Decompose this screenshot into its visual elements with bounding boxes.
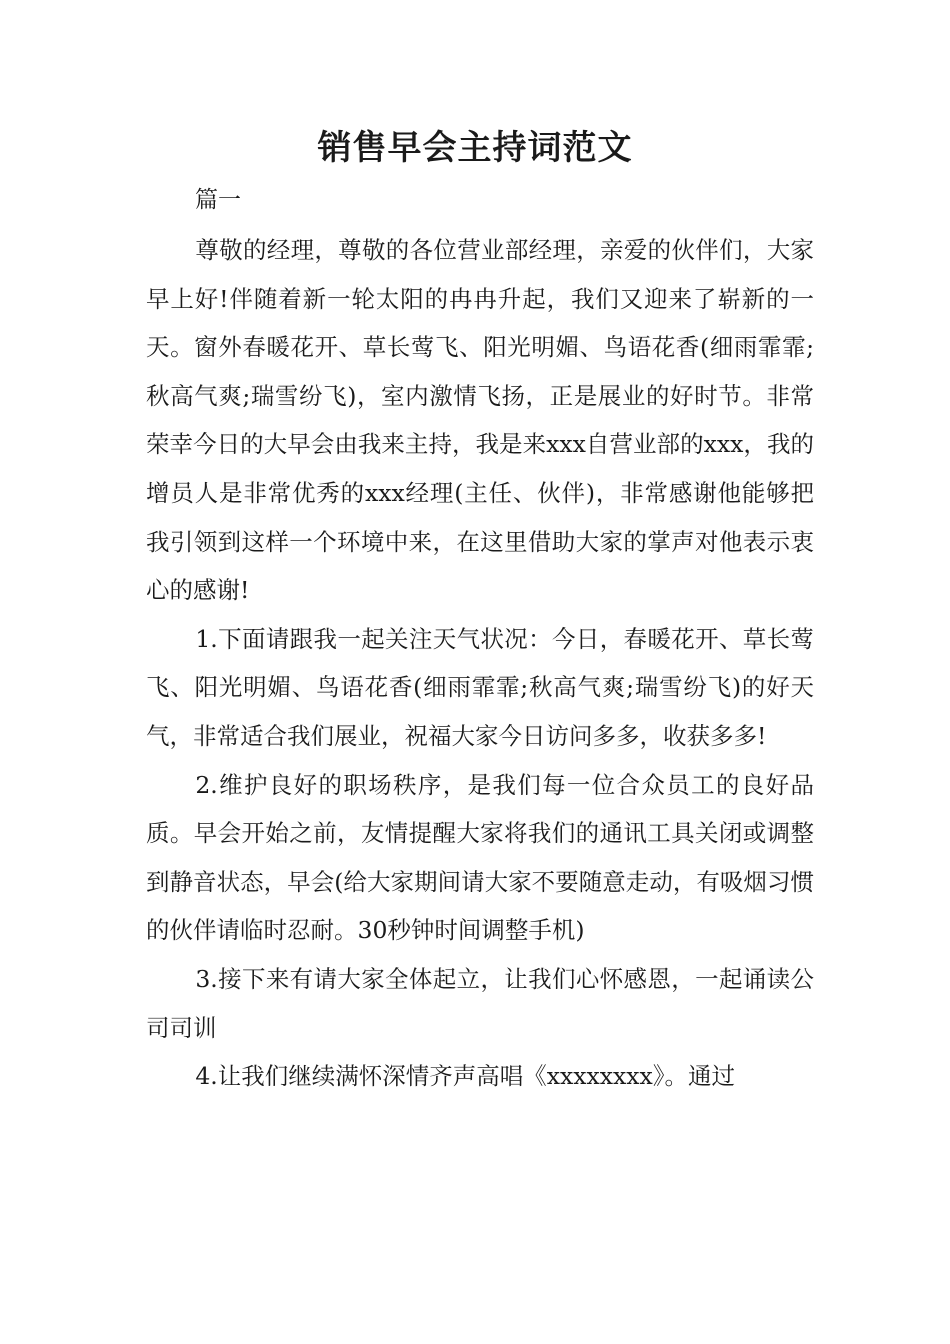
paragraph-item-4: 4.让我们继续满怀深情齐声高唱《xxxxxxxx》。通过 bbox=[195, 1062, 736, 1091]
document-title: 销售早会主持词范文 bbox=[317, 128, 633, 168]
document-body bbox=[146, 226, 814, 1101]
section-heading: 篇一 bbox=[195, 187, 241, 213]
paragraph-item-2: 2.维护良好的职场秩序，是我们每一位合众员工的良好品质。早会开始之前，友情提醒大家将我们的通讯工具关闭或调整到静音状态，早会(给大家期间请大家不要随意走动，有吸烟习惯的伙伴请临时忍耐。30秒钟时间调整手机) bbox=[146, 770, 814, 945]
paragraph-item-1: 1.下面请跟我一起关注天气状况：今日，春暖花开、草长莺飞、阳光明媚、鸟语花香(细雨霏霏;秋高气爽;瑞雪纷飞)的好天气，非常适合我们展业，祝福大家今日访问多多，收获多多! bbox=[146, 624, 814, 750]
paragraph-item-3: 3.接下来有请大家全体起立，让我们心怀感恩，一起诵读公司司训 bbox=[146, 964, 814, 1042]
paragraph-greeting: 尊敬的经理，尊敬的各位营业部经理，亲爱的伙伴们，大家早上好!伴随着新一轮太阳的冉冉升起，我们又迎来了崭新的一天。窗外春暖花开、草长莺飞、阳光明媚、鸟语花香(细雨霏霏;秋高气爽;瑞雪纷飞)，室内激情飞扬，正是展业的好时节。非常荣幸今日的大早会由我来主持，我是来xxx自营业部的xxx，我的增员人是非常优秀的xxx经理(主任、伙伴)，非常感谢他能够把我引领到这样一个环境中来，在这里借助大家的掌声对他表示衷心的感谢! bbox=[146, 236, 814, 605]
